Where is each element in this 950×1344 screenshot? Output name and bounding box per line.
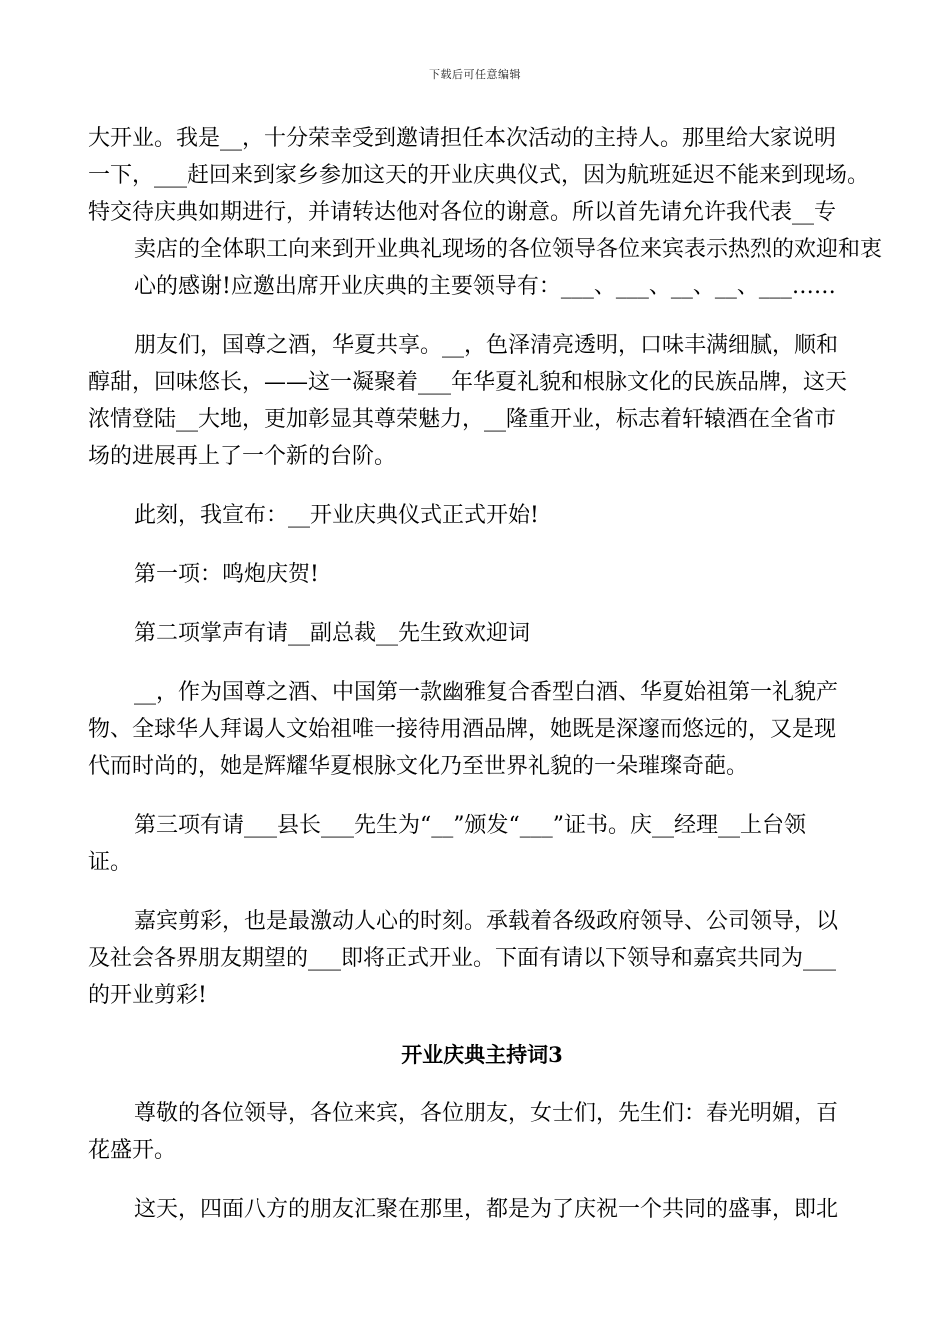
- text-line: 物、全球华人拜谒人文始祖唯一接待用酒品牌，她既是深邃而悠远的，又是现: [88, 717, 837, 742]
- text-line: 醇甜，回味悠长，——这一凝聚着___年华夏礼貌和根脉文化的民族品牌，这天: [88, 370, 848, 395]
- text-line: 心的感谢!应邀出席开业庆典的主要领导有：___、___、__、__、___……: [134, 274, 836, 299]
- text-line: 第二项掌声有请__副总裁__先生致欢迎词: [134, 621, 531, 646]
- text-line: 尊敬的各位领导，各位来宾，各位朋友，女士们，先生们：春光明媚，百: [134, 1101, 839, 1126]
- text-line: 嘉宾剪彩，也是最激动人心的时刻。承载着各级政府领导、公司领导，以: [134, 909, 839, 934]
- text-line: 此刻，我宣布：__开业庆典仪式正式开始!: [134, 503, 539, 528]
- text-line: 这天，四面八方的朋友汇聚在那里，都是为了庆祝一个共同的盛事，即北: [134, 1197, 839, 1222]
- text-line: 第三项有请___县长___先生为“__”颁发“___”证书。庆__经理__上台领: [134, 813, 806, 838]
- paragraph-gathering: [88, 1191, 864, 1228]
- paragraph-brand: [88, 674, 864, 785]
- text-line: __，作为国尊之酒、中国第一款幽雅复合香型白酒、华夏始祖第一礼貌产: [134, 680, 839, 705]
- text-line: 花盛开。: [88, 1138, 177, 1163]
- page-header: 下载后可任意编辑: [429, 68, 521, 81]
- text-line: 特交待庆典如期进行，并请转达他对各位的谢意。所以首先请允许我代表__专: [88, 200, 837, 225]
- paragraph-opening-continued: [88, 120, 883, 305]
- paragraph-announcement: [88, 497, 864, 534]
- paragraph-friends: [88, 327, 864, 475]
- paragraph-greeting: [88, 1095, 864, 1169]
- text-line: 一下，___赶回来到家乡参加这天的开业庆典仪式，因为航班延迟不能来到现场。: [88, 163, 870, 188]
- text-line: 大开业。我是__，十分荣幸受到邀请担任本次活动的主持人。那里给大家说明: [88, 126, 837, 151]
- text-line: 第一项：鸣炮庆贺!: [134, 562, 319, 587]
- paragraph-item-one: [88, 556, 864, 593]
- paragraph-item-three: [88, 807, 864, 881]
- text-line: 卖店的全体职工向来到开业典礼现场的各位领导各位来宾表示热烈的欢迎和衷: [134, 237, 883, 262]
- text-line: 及社会各界朋友期望的___即将正式开业。下面有请以下领导和嘉宾共同为___: [88, 946, 837, 971]
- text-line: 代而时尚的，她是辉耀华夏根脉文化乃至世界礼貌的一朵璀璨奇葩。: [88, 754, 749, 779]
- paragraph-item-two: [88, 615, 864, 652]
- paragraph-ribbon-cutting: [88, 903, 864, 1014]
- text-line: 证。: [88, 850, 133, 875]
- section-title: 开业庆典主持词3: [401, 1042, 563, 1067]
- text-line: 浓情登陆__大地，更加彰显其尊荣魅力，__隆重开业，标志着轩辕酒在全省市: [88, 407, 837, 432]
- text-line: 朋友们，国尊之酒，华夏共享。__，色泽清亮透明，口味丰满细腻，顺和: [134, 333, 839, 358]
- text-line: 场的进展再上了一个新的台阶。: [88, 444, 397, 469]
- document-body: [88, 120, 883, 1250]
- text-line: 的开业剪彩!: [88, 983, 207, 1008]
